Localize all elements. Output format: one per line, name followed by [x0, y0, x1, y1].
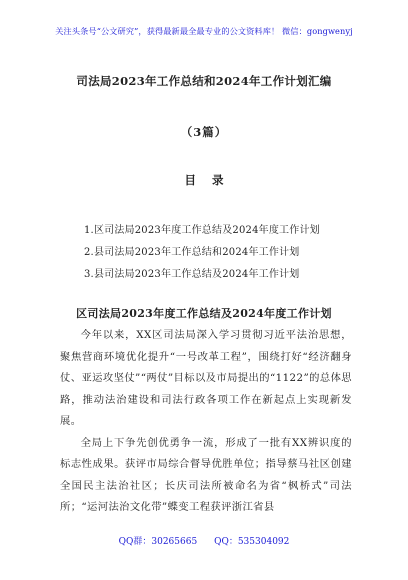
toc-heading: 目 录: [184, 173, 230, 187]
article-count: （3篇）: [180, 125, 228, 139]
table-of-contents: [84, 220, 384, 286]
body-paragraph-1: 今年以来，XX区司法局深入学习贯彻习近平法治思想，聚焦营商环境优化提升“一号改革工程”，围绕打好“经济翻身仗、亚运攻坚仗”“两仗”目标以及市局提出的“1122”的总体思路，推动法治建设和司法行政各项工作在新起点上实现新发展。: [60, 329, 352, 427]
qq-contact: QQ：535304092: [214, 537, 290, 547]
promo-banner: 关注头条号“公文研究”，获得最新最全最专业的公文资料库！ 微信：gongwenyj: [55, 26, 353, 36]
body-paragraph-2: 全局上下争先创优勇争一流，形成了一批有XX辨识度的标志性成果。获评市局综合督导优胜单位；指导蔡马社区创建全国民主法治社区；长庆司法所被命名为省“枫桥式”司法所；“运河法治文化带”蝶变工程获评浙江省县: [60, 436, 352, 513]
section-body: [60, 325, 352, 519]
qq-group: QQ群：30265665: [118, 537, 198, 547]
section-title: 区司法局2023年度工作总结及2024年度工作计划: [76, 307, 332, 320]
toc-item-3[interactable]: 3.县司法局2023年工作总结及2024年工作计划: [84, 269, 300, 280]
contact-footer: [0, 534, 408, 547]
toc-item-1[interactable]: 1.区司法局2023年度工作总结及2024年度工作计划: [84, 225, 320, 236]
toc-item-2[interactable]: 2.县司法局2023年工作总结和2024年工作计划: [84, 247, 300, 258]
document-title: 司法局2023年工作总结和2024年工作计划汇编: [76, 74, 332, 88]
